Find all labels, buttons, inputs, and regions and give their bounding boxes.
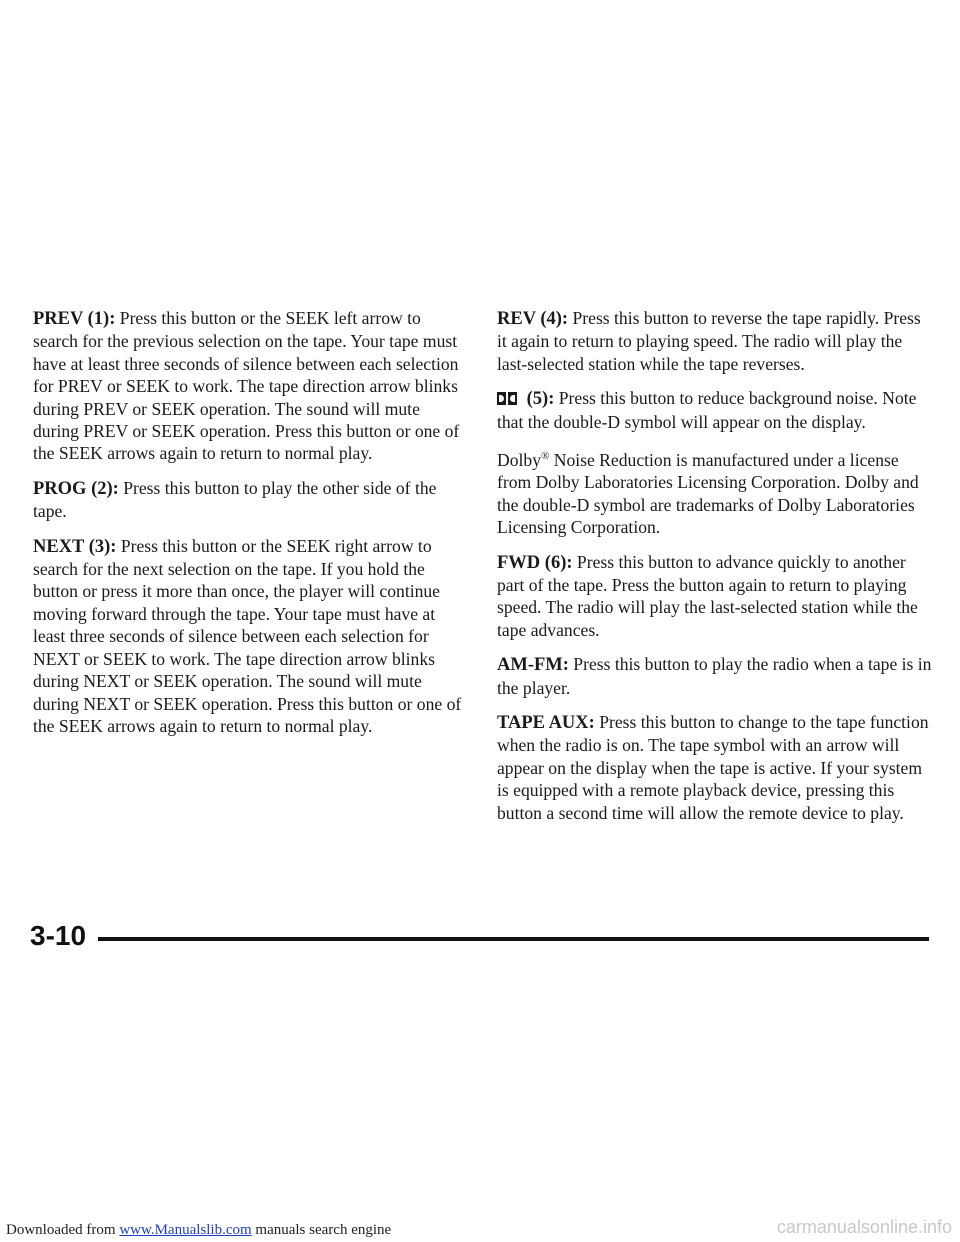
download-suffix: manuals search engine — [251, 1222, 392, 1238]
rev-term: REV (4): — [497, 309, 569, 329]
prev-text: Press this button or the SEEK left arrow to search for the previous selection on the tape. Your tape must have at least three seconds of silence between each selection for PREV or SEEK to work. The tape direction arrow blinks during PREV or SEEK operation. The sound will mute during PREV or SEEK operation. Press this button or one of the SEEK arrows again to return to normal play. — [33, 308, 460, 464]
prev-paragraph — [33, 307, 465, 465]
next-paragraph — [33, 535, 465, 738]
watermark: carmanualsonline.info — [776, 1217, 952, 1237]
tape-aux-text: Press this button to change to the tape function when the radio is on. The tape symbol with an arrow will appear on the display when the tape is active. If your system is equipped with a remote playback device, pressing this button a second time will allow the remote device to play. — [497, 711, 929, 823]
dolby-button-text: Press this button to reduce background noise. Note that the double-D symbol will appear on the display. — [497, 388, 917, 432]
prog-term: PROG (2): — [33, 478, 119, 499]
prog-text: Press this button to play the other side of the tape. — [33, 477, 437, 522]
fwd-text: Press this button to advance quickly to another part of the tape. Press the button again to return to playing speed. The radio will play the last-selected station while the tape advances. — [497, 551, 918, 640]
dolby-button-paragraph — [497, 387, 932, 433]
rev-text: Press this button to reverse the tape rapidly. Press it again to return to playing speed. The radio will play the last-selected station while the tape reverses. — [497, 308, 921, 374]
left-column — [33, 307, 465, 749]
footer-rule — [98, 937, 929, 941]
amfm-text: Press this button to play the radio when a tape is in the player. — [497, 654, 932, 698]
manualslib-link[interactable]: www.Manualslib.com — [119, 1222, 252, 1238]
fwd-term: FWD (6): — [497, 552, 573, 573]
page-number: 3-10 — [30, 920, 87, 951]
fwd-paragraph — [497, 551, 932, 642]
rev-paragraph — [497, 307, 932, 375]
double-d-icon — [497, 392, 520, 405]
registered-mark: ® — [540, 450, 550, 463]
dolby-brand: Dolby — [497, 449, 541, 470]
download-prefix: Downloaded from — [6, 1222, 120, 1238]
dolby-note-paragraph — [497, 445, 932, 538]
amfm-term: AM-FM: — [497, 655, 569, 676]
tape-aux-paragraph — [497, 711, 932, 824]
tape-aux-term: TAPE AUX: — [497, 712, 595, 733]
next-text: Press this button or the SEEK right arrow to search for the next selection on the tape. If you hold the button or press it more than once, the player will continue moving forward through the tape. Your tape must have at least three seconds of silence between each selection for NEXT or SEEK to work. The tape direction arrow blinks during NEXT or SEEK operation. The sound will mute during NEXT or SEEK operation. Press this button or one of the SEEK arrows again to return to normal play. — [33, 535, 462, 736]
dolby-note-text: Noise Reduction is manufactured under a license from Dolby Laboratories Licensing Corporation. Dolby and the double-D symbol are trademarks of Dolby Laboratories Licensing Corporation. — [497, 449, 919, 538]
download-banner — [6, 1222, 391, 1239]
prog-paragraph — [33, 477, 465, 523]
dolby-button-term: (5): — [522, 389, 555, 410]
next-term: NEXT (3): — [33, 536, 117, 557]
amfm-paragraph — [497, 653, 932, 699]
right-column — [497, 307, 932, 836]
prev-term: PREV (1): — [33, 309, 116, 329]
